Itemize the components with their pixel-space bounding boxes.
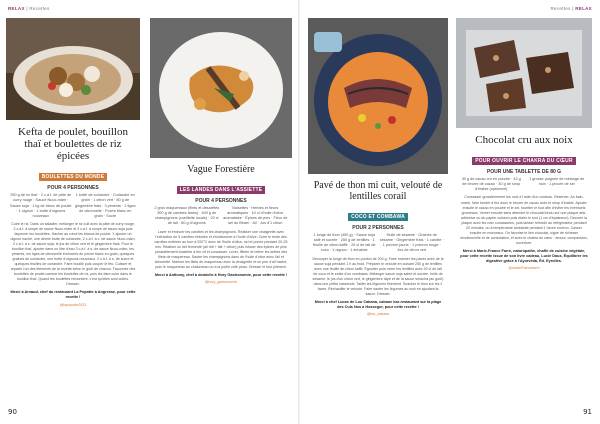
right-page <box>300 0 600 424</box>
recipe-chocolat <box>456 18 592 400</box>
recipe-credit: Merci à Anthony, chef à domicile à Hory Gastronomie, pour cette recette ! <box>154 272 288 277</box>
recipe-persons: POUR UNE TABLETTE DE 80 G <box>486 169 562 176</box>
recipe-ingredients <box>312 233 444 254</box>
recipe-instagram: @lou_cabana <box>366 312 390 316</box>
recipe-persons: POUR 2 PERSONNES <box>352 225 404 231</box>
recipe-instagram: @lapopotte2023 <box>59 302 87 307</box>
kefta-photo <box>6 18 140 120</box>
header-section: RELAX <box>8 6 25 11</box>
recipe-ribbon: COCO ET COMBAWA <box>348 213 408 221</box>
recipe-persons: POUR 4 PERSONNES <box>195 198 247 204</box>
recipe-persons: POUR 4 PERSONNES <box>47 185 99 192</box>
right-page-header: Recettes | RELAX <box>550 6 592 11</box>
recipe-title: Kefta de poulet, bouillon thaï et boulettes de riz épicées <box>18 126 128 163</box>
recipe-photo <box>456 18 592 128</box>
recipe-method: Cuire le riz. Dans un saladier, mélanger le riz cuit avec la pâte de curry rouge, 2 c.à.f. à soupe de sauce Nuoc-mâm et 2 c.à.f. à soupe de sauce soja puis façonner les boulettes. Hacher au robot les blancs de poulet. Y ajouter un oignon haché, une demie botte de coriandre, 2 c.à.f. à c. de sauce Nuoc-mâm, 2 c.à.f. à c. de sauce soja, le jus de citron vert et le gingembre frais. Pour le bouillon thaï, ajouter dans un litre d'eau 3 c.à.f. à s. de sauce Nuoc-mâm, les piments, les tiges de citronnelle émincées du poivre blanc en grain, quelques graines de coriandre, une botte d'oignons nouveaux, 2 c.à.f. à s. de sucre et quelques feuilles de coriandre. Faire bouillir puis couper le feu. Cuisser et répartir l'un des éléments de la recette selon le goût de chacun. Façonnez des boulettes de poulet comme les boulettes de riz, puis les faire cuire dans le bouillon thaï. Quand les boulettes remontent, c'est qu'elles sont cuites. Dresser. <box>10 221 136 287</box>
recipe-vague <box>150 18 292 400</box>
left-page-header: RELAX | Recettes <box>8 6 50 11</box>
recipe-photo <box>6 18 140 120</box>
recipe-method: Laver et émincer les carottes et les champignons. Réaliser une vinaigrette avec l'extraction de 5 carottes réduites et émulsionner à l'huile d'olive. Cuire le reste des carottes entières au four à 200°C avec de l'huile d'olive, sel et poivre pendant 20-25 min. Réaliser un lait fermenté (ail rôti + lait + citron) puis infuser des épines de pins préalablement toastées à feu vif et concasser. Lever, filleter et retirer les arêtes des filets de maquereau. Sauter les champignons dans de l'huile d'olive avec l'ail et ciboulette. Mariner les filets de maquereau avec la vinaigrette et un peu d'ail haché, puis le maquereau au chalumeau ou à la poêle côté peau. Dresser le tout joliment. <box>154 229 288 269</box>
recipe-instagram: @marieFrancefarre <box>508 266 540 271</box>
recipe-credit: Merci à Arnaud, chef du restaurant La Popotte à Angresse, pour cette recette ! <box>10 290 136 300</box>
recipe-method: Concasser grossièrement les noix à l'aide d'un couteau. Réserver. Au bain-marie, faire fondre à feu doux le beurre de cacao avec le sirop d'érable. Ajouter ensuite le cacao en poudre et le sel, fouetter le tout afin d'éviter les éventuels grumeaux. Verser ensuite sans attendre le chocolat fondu sur une plaque anti-adhésive ou du papier cuisson puis étaler le tout (1 cm d'épaisseur). Décorer la plaque avec les noix concassées, puis laisser refroidir au réfrigérateur pendant 20 minutes, ou à température ambiante pendant 1 heure environ. Casser ensuite en morceaux. On favorise le lien chocolat, signe de richesse émotionnelle et de consolation, et avec le chakra du cœur : amour, compassion, ouverture. <box>460 195 588 245</box>
recipe-thon <box>308 18 448 400</box>
page-number: 91 <box>583 408 592 416</box>
recipe-credit: Merci à Marie-France Farré, naturopathe, chaffe de cuisine végétale, pour cette recette issue de son livre cadeau, Lucie Daux, Équilibrer les digestive grâce à l'Ayurvéda, Éd. Eyrolles. <box>460 248 588 264</box>
chocolat-photo <box>456 18 592 128</box>
recipe-method: Découper la longe de thon en portion de 200 g. Faire mariner les pavés avec de la sauce soja pendant 1 h au froid. Préparer le velouté en cuisant 250 g de lentilles avec une feuille de citron kaffir. Égoutter puis mixer les lentilles avec 20 cl de lait de coco et le zeste d'un combawa. Mélanger sauce soja salée et sucrée, huile de sésame, le jus d'un citron vert, le gingembre râpé et de la sauce sriracha (au goût) dans une petite casserole. Tailler les légumes finement. Snacker le thon sur les 2 faces. Réchauffer le velouté. Faire sauter les légumes au wok en ajoutant la sauce. Dresser. <box>312 256 444 296</box>
recipe-title: Pavé de thon mi cuit, velouté de lentilles corail <box>313 180 443 202</box>
ingredients-col-a: 1 longe de thon (450 g) · Sauce soja salé et sucrée · 250 g de lentilles · 1 feuille de citron kaffir · 20 cl de lait de coco · 1 oignon · 1 échalote <box>312 233 376 253</box>
recipe-title: Chocolat cru aux noix <box>475 134 573 146</box>
recipe-ingredients <box>10 193 136 219</box>
recipe-photo <box>150 18 292 158</box>
thon-photo <box>308 18 448 174</box>
recipe-ingredients <box>460 177 588 192</box>
ingredients-col-a: 250 g de riz thaï · 2 c.à.f. de pâte de curry rouge · Sauce Nuoc-mâm · Sauce soja · 1 kg de blanc de poulet · 1 oignon · 1 botte d'oignons nouveaux <box>10 193 72 218</box>
recipe-photo <box>308 18 448 174</box>
recipe-ribbon: LES LANDES DANS L'ASSIETTE <box>177 186 266 194</box>
ingredients-col-b: Huile de sésame · Graines de sésame · Gingembre frais · 1 carotte · 1 poivron jaune · 1 poivron rouge · Jus de citron vert <box>379 233 444 253</box>
ingredients-col-b: Noisettes · Herbes et fleurs aromatiques · 10 cl d'huile d'olive aromatisée · Épines de pins · Fleur de sel du Béarn · Ail · Jus d'1 citron <box>223 206 288 226</box>
recipe-kefta <box>6 18 140 400</box>
header-sub: Recettes <box>550 6 571 11</box>
recipe-ribbon: BOULETTES DU MONDE <box>39 173 108 181</box>
recipe-ribbon: POUR OUVRIR LE CHAKRA DU CŒUR <box>472 157 576 165</box>
ingredients-col-a: 30 g de cacao cru en poudre · 42 g de beurre de cacao · 30 g de sirop d'érable (optionnel) <box>461 177 521 192</box>
recipe-title: Vague Forestière <box>187 164 255 175</box>
ingredients-col-b: 1 grosse poignée de mélange de noix · 1 pincée de sel <box>529 177 585 187</box>
page-number: 90 <box>8 408 17 416</box>
ingredients-col-b: 1 botte de coriandre · Coriandre en grain · 1 citron vert · 50 g de gingembre frais · 3 piments · 2 tiges de citronnelle · Poivre blanc en grain · Sucre <box>74 193 136 218</box>
ingredients-col-a: 2 gros maquereaux (filets et désarêtés 300 g de carottes fanes) · 400 g de champignons (cueillette locale) · 20 cl de lait · 80 g d'oignons <box>154 206 220 226</box>
header-section: RELAX <box>575 6 592 11</box>
recipe-instagram: @hory_gastronomie <box>204 279 238 284</box>
recipe-ingredients <box>154 206 288 227</box>
vague-photo <box>150 18 292 158</box>
header-sub: Recettes <box>29 6 50 11</box>
recipe-credit: Merci à chef Lucas de Lou Cabana, cabane bar-restaurant sur la plage des Culs Nus à Hossegor, pour cette recette ! <box>314 299 442 309</box>
